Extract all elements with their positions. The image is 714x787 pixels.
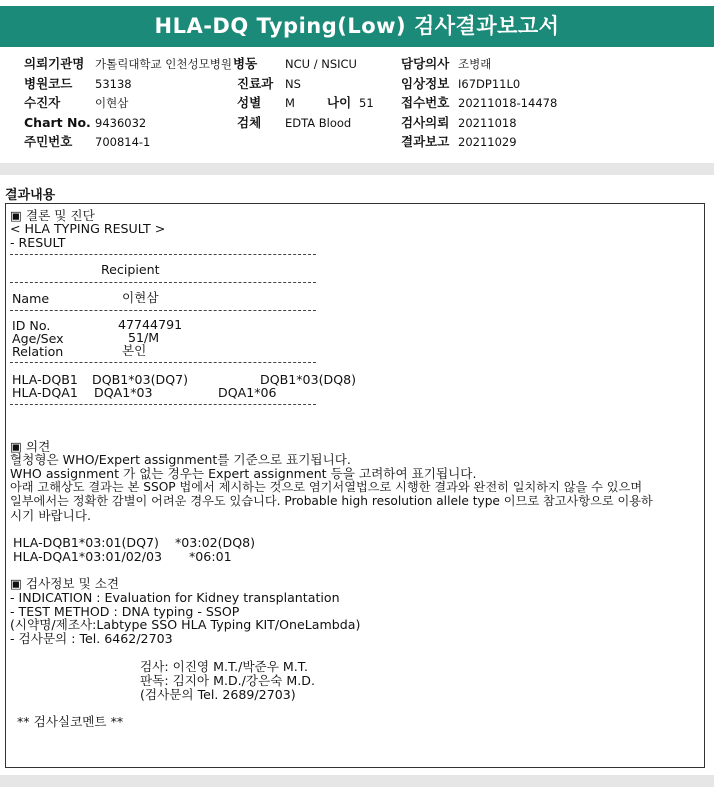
dept-value: NS xyxy=(285,77,301,91)
hospital-code-value: 53138 xyxy=(95,77,132,91)
info-heading: ▣ 검사정보 및 소견 xyxy=(10,576,120,591)
receipt-label: 접수번호 xyxy=(401,95,450,110)
reagent: (시약명/제조사:Labtype SSO HLA Typing KIT/OneLambda) xyxy=(10,617,361,632)
id-no-label: ID No. xyxy=(12,318,51,333)
id-no-value: 47744791 xyxy=(118,317,183,332)
hla-dqa1-allele2: DQA1*06 xyxy=(218,385,277,400)
inquiry-tel: (검사문의 Tel. 2689/2703) xyxy=(140,687,296,702)
dashed-divider xyxy=(10,254,316,255)
report-title: HLA-DQ Typing(Low) 검사결과보고서 xyxy=(0,6,714,47)
doctor-label: 담당의사 xyxy=(401,56,450,71)
hla-dqb1-allele1: DQB1*03(DQ7) xyxy=(92,372,189,387)
report-date-label: 결과보고 xyxy=(401,134,450,149)
chart-no-value: 9436032 xyxy=(95,116,147,130)
indication: - INDICATION : Evaluation for Kidney transplantation xyxy=(10,590,340,605)
hla-typing-heading: < HLA TYPING RESULT > xyxy=(10,221,166,236)
patient-value: 이현삼 xyxy=(95,96,129,110)
age-sex-label: Age/Sex xyxy=(12,331,64,346)
hires-dqb1: HLA-DQB1*03:01(DQ7) xyxy=(13,535,159,550)
conclusion-heading: ▣ 결론 및 진단 xyxy=(10,208,95,223)
name-label: Name xyxy=(12,291,50,306)
sex-label: 성별 xyxy=(237,95,262,110)
request-date-label: 검사의뢰 xyxy=(401,115,450,130)
test-method: - TEST METHOD : DNA typing - SSOP xyxy=(10,604,240,619)
age-value: 51 xyxy=(359,96,374,110)
hires-dqb1-second: *03:02(DQ8) xyxy=(175,535,256,550)
dashed-divider xyxy=(10,282,316,283)
age-sex-value: 51/M xyxy=(128,330,160,345)
hospital-code-label: 병원코드 xyxy=(24,76,73,91)
recipient-label: Recipient xyxy=(101,262,160,277)
ward-value: NCU / NSICU xyxy=(285,57,357,71)
id-number-value: 700814-1 xyxy=(95,135,151,149)
patient-label: 수진자 xyxy=(24,95,61,110)
opinion-line: 혈청형은 WHO/Expert assignment를 기준으로 표기됩니다. xyxy=(10,452,351,467)
divider-band xyxy=(0,163,714,175)
tested-by: 검사: 이진영 M.T./박준우 M.T. xyxy=(140,659,308,674)
clinical-info-label: 임상정보 xyxy=(401,76,450,91)
section-title: 결과내용 xyxy=(5,188,56,203)
read-by: 판독: 김지아 M.D./강은숙 M.D. xyxy=(140,673,315,688)
request-date-value: 20211018 xyxy=(458,116,517,130)
chart-no-label: Chart No. xyxy=(24,115,91,130)
hla-dqa1-label: HLA-DQA1 xyxy=(12,385,78,400)
opinion-line: 시기 바랍니다. xyxy=(10,508,91,523)
report-date-value: 20211029 xyxy=(458,135,517,149)
sex-value: M xyxy=(285,96,295,110)
name-value: 이현삼 xyxy=(122,290,159,305)
hla-dqb1-label: HLA-DQB1 xyxy=(12,372,78,387)
specimen-value: EDTA Blood xyxy=(285,116,352,130)
age-label: 나이 xyxy=(327,95,352,110)
hla-dqa1-allele1: DQA1*03 xyxy=(94,385,153,400)
relation-label: Relation xyxy=(12,344,64,359)
ward-label: 병동 xyxy=(233,56,258,71)
lab-comment: ** 검사실코멘트 ** xyxy=(17,714,124,729)
bottom-band xyxy=(0,775,714,787)
hires-dqa1-second: *06:01 xyxy=(189,549,232,564)
opinion-line: 일부에서는 정확한 감별이 어려운 경우도 있습니다. Probable high resolution allele type 이므로 참고사항으로 이용하 xyxy=(10,494,653,508)
relation-value: 본인 xyxy=(122,343,147,358)
opinion-line: WHO assignment 가 없는 경우는 Expert assignment 등을 고려하여 표기됩니다. xyxy=(10,466,477,481)
clinical-info-value: I67DP11L0 xyxy=(458,77,521,91)
specimen-label: 검체 xyxy=(237,115,262,130)
dashed-divider xyxy=(10,404,316,405)
opinion-line: 아래 고해상도 결과는 본 SSOP 법에서 제시하는 것으로 염기서열법으로 시행한 결과와 완전히 일치하지 않을 수 있으며 xyxy=(10,480,643,494)
opinion-heading: ▣ 의견 xyxy=(10,439,51,454)
hla-dqb1-allele2: DQB1*03(DQ8) xyxy=(260,372,357,387)
doctor-value: 조병래 xyxy=(458,57,492,71)
institution-label: 의뢰기관명 xyxy=(24,56,85,71)
dept-label: 진료과 xyxy=(237,76,274,91)
result-box xyxy=(5,203,705,768)
hires-dqa1: HLA-DQA1*03:01/02/03 xyxy=(13,549,163,564)
id-number-label: 주민번호 xyxy=(24,134,73,149)
receipt-value: 20211018-14478 xyxy=(458,96,558,110)
dashed-divider xyxy=(10,362,316,363)
result-label: - RESULT xyxy=(10,235,66,250)
institution-value: 가톨릭대학교 인천성모병원 xyxy=(95,57,232,71)
dashed-divider xyxy=(10,310,316,311)
inquiry: - 검사문의 : Tel. 6462/2703 xyxy=(10,631,173,646)
